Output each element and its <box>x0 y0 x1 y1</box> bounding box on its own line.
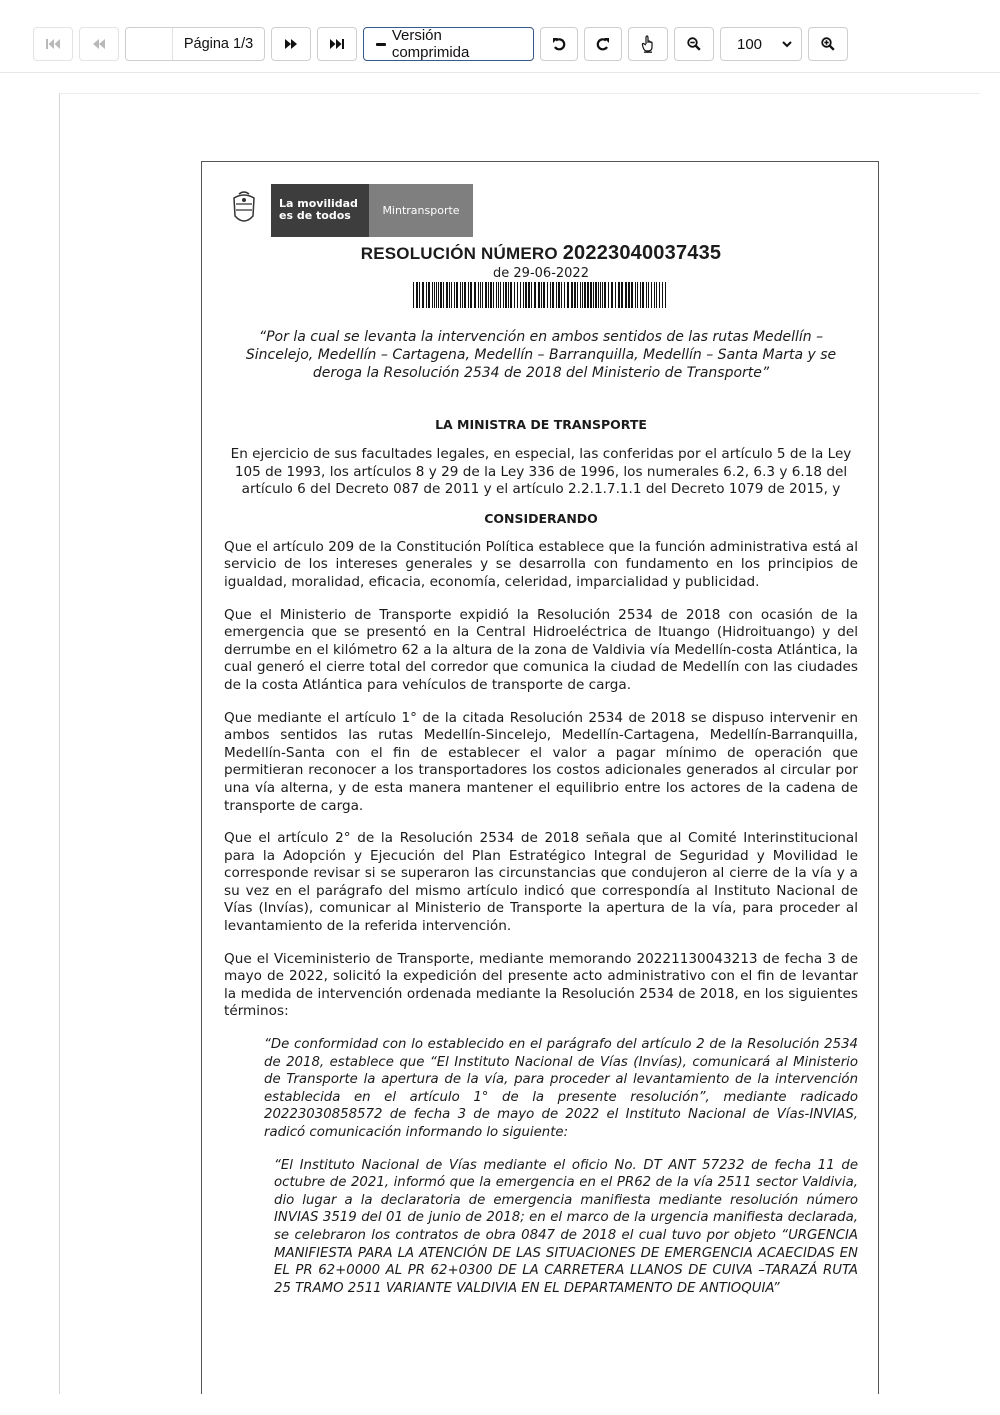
legal-powers-text: En ejercicio de sus facultades legales, en especial, las conferidas por el artículo 5 de la Ley 105 de 1993, los artículos 8 y 29 de la Ley 336 de 1996, los numerales 6.2, 6.3 y 6.18 del artículo 6 del Decreto 087 de 2011 y el artículo 2.2.1.7.1.1 del Decreto 1079 de 2015, y <box>230 446 852 498</box>
rotate-left-button[interactable] <box>540 27 578 61</box>
zoom-out-button[interactable] <box>674 27 714 61</box>
zoom-in-icon <box>821 37 835 51</box>
zoom-value: 100 <box>737 35 763 53</box>
hand-pointer-icon <box>641 35 655 53</box>
page-content <box>224 182 858 1297</box>
pan-tool-button[interactable] <box>628 27 668 61</box>
considering-paragraph: Que el Viceministerio de Transporte, mediante memorando 20221130043213 de fecha 3 de mayo de 2022, solicitó la expedición del presente acto administrativo con el fin de levantar la medida de intervención ordenada mediante la Resolución 2534 de 2018, en los siguientes términos: <box>224 950 858 1020</box>
document-page <box>201 161 879 1394</box>
last-page-button[interactable] <box>317 27 357 61</box>
prev-page-button[interactable] <box>79 27 119 61</box>
slogan-logo <box>271 184 369 237</box>
rotate-left-icon <box>552 37 566 51</box>
quoted-memorandum: “De conformidad con lo establecido en el parágrafo del artículo 2 de la Resolución 2534 de 2018, establece que “El Instituto Nacional de Vías (Invías), comunicará al Ministerio de Transporte la apertura de la vía, para proceder al levantamiento de la intervención establecida en el artículo 1° de la presente resolución”, mediante radicado 20223030858572 de fecha 3 de mayo de 2022 el Instituto Nacional de Vías-INVIAS, radicó comunicación informando lo siguiente: <box>264 1037 858 1140</box>
minus-icon <box>376 43 386 46</box>
considering-paragraph: Que el artículo 2° de la Resolución 2534 de 2018 señala que al Comité Interinstitucional para la Adopción y Ejecución del Plan Estratégico Integral de Seguridad y Movilidad le corresponde revisar si se superaron las circunstancias que condujeron al cierre de la vía y a su vez en el parágrafo del mismo artículo indicó que correspondía al Instituto Nacional de Vías (Invías), comunicar al Ministerio de Transporte la apertura de la vía, para proceder al levantamiento de la referida intervención. <box>224 830 858 935</box>
next-page-button[interactable] <box>271 27 311 61</box>
resolution-summary: “Por la cual se levanta la intervención en ambos sentidos de las rutas Medellín – Sincelejo, Medellín – Cartagena, Medellín – Barranquilla, Medellín – Santa Marta y se deroga la Resolución 2534 de 2018 del Ministerio de Transporte” <box>245 329 837 381</box>
chevron-down-icon <box>781 37 793 51</box>
slogan-line-2: es de todos <box>279 209 351 222</box>
resolution-date: de 29-06-2022 <box>493 266 589 281</box>
slogan-line-1: La movilidad <box>279 197 358 210</box>
resolution-number: 20223040037435 <box>562 242 722 264</box>
rotate-right-button[interactable] <box>584 27 622 61</box>
zoom-in-button[interactable] <box>808 27 848 61</box>
considering-heading: CONSIDERANDO <box>484 510 598 526</box>
prev-page-icon <box>92 38 106 50</box>
first-page-button[interactable] <box>33 27 73 61</box>
considering-paragraph: Que el Ministerio de Transporte expidió la Resolución 2534 de 2018 con ocasión de la emergencia que se presentó en la Central Hidroeléctrica de Ituango (Hidroituango) y del derrumbe en el kilómetro 62 a la altura de la zona de Valdivia vía Medellín-costa Atlántica, la cual generó el cierre total del corredor que comunica la ciudad de Medellín con las ciudades de la costa Atlántica para vehículos de transporte de carga. <box>224 606 858 693</box>
resolution-title <box>224 242 858 265</box>
next-page-icon <box>284 38 298 50</box>
document-viewer[interactable] <box>59 93 980 1394</box>
considering-paragraph: Que el artículo 209 de la Constitución Política establece que la función administrativa está al servicio de los intereses generales y se desarrolla con fundamento en los principios de igualdad, moralidad, eficacia, economía, celeridad, imparcialidad y publicidad. <box>224 538 858 590</box>
page-number-input[interactable] <box>126 28 173 60</box>
compressed-version-button[interactable] <box>363 27 534 61</box>
zoom-out-icon <box>687 37 701 51</box>
zoom-select[interactable] <box>720 27 802 61</box>
page-indicator[interactable] <box>125 27 265 61</box>
letterhead <box>224 182 858 238</box>
viewer-toolbar <box>0 0 1000 73</box>
barcode <box>413 282 669 308</box>
coat-of-arms-icon <box>229 190 259 230</box>
resolution-label: RESOLUCIÓN NÚMERO <box>360 244 558 263</box>
page-label: Página 1/3 <box>183 36 254 52</box>
last-page-icon <box>330 38 344 50</box>
rotate-right-icon <box>596 37 610 51</box>
compressed-version-label: Versión comprimida <box>391 27 470 61</box>
first-page-icon <box>46 38 60 50</box>
considering-paragraph: Que mediante el artículo 1° de la citada Resolución 2534 de 2018 se dispuso intervenir en ambos sentidos las rutas Medellín-Sincelejo, Medellín-Cartagena, Medellín-Barranquilla, Medellín-Santa con el fin de establecer el valor a pagar mínimo de operación que permitieran reconocer a los transportadores los costos adicionales generados al circular por una vía alterna, y de esta manera mantener el equilibrio entre los actores de la cadena de transporte de carga. <box>224 709 858 814</box>
quoted-invias-letter: “El Instituto Nacional de Vías mediante el oficio No. DT ANT 57232 de fecha 11 de octubre de 2021, informó que la emergencia en el PR62 de la vía 2511 sector Valdivia, dio lugar a la declaratoria de emergencia manifiesta mediante resolución número INVIAS 3519 del 01 de junio de 2018; en el marco de la urgencia manifiesta declarada, se celebraron los contratos de obra 0847 de 2018 el cual tuvo por objeto “URGENCIA MANIFIESTA PARA LA ATENCIÓN DE LAS SITUACIONES DE EMERGENCIA ACAECIDAS EN EL PR 62+0000 AL PR 62+0300 DE LA CARRETERA LLANOS DE CUIVA –TARAZÁ RUTA 25 TRAMO 2511 VARIANTE VALDIVIA EN EL DEPARTAMENTO DE ANTIOQUIA” <box>274 1157 858 1296</box>
ministry-logo: Mintransporte <box>369 184 473 237</box>
authority-heading: LA MINISTRA DE TRANSPORTE <box>435 417 647 432</box>
